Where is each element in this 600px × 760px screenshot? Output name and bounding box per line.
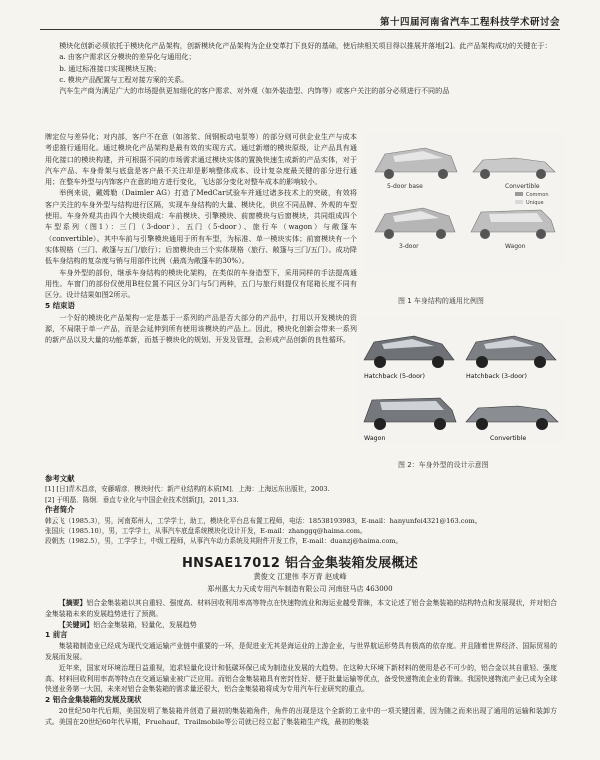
paragraph: 20世纪50年代后期，美国发明了集装箱并创造了最初的集装箱角件，角件的出现是这个全新的工业中的一项关键因素，因为随之而来出现了通用的运输和装卸方式。美国在20世纪60年代早期，Fruehauf、Trailmobile等公司就已经立起了集装箱生产线，最初的集装: [45, 706, 557, 726]
author-item: 韩云飞（1985.3），男，河南郑州人，工学学士，助工，模块化平台总布置工程师，电话：18538193983，E-mail：hanyunfei4321@163.com。: [45, 516, 482, 525]
paragraph: 近年来，国家对环境治理日益重视，追求轻量化设计和低碳环保已成为制造业发展的大趋势。在这种大环境下新材料的使用是必不可少的，铝合金以其自重轻、强度高、材料回收利用率高等特点在交通运输业被广泛应用。而铝合金集装箱具有密封性好、便于批量运输等优点，备受快递物流企业的青睐。我国快递物流产业已成为全球快递业务第一大国，未来对铝合金集装箱的需求量还很大，铝合金集装箱将成为专用汽车行业研究的重点。: [45, 663, 557, 694]
legend-unique: Unique: [526, 200, 544, 206]
list-item: c. 模块产品配置与工程对接方案的关系。: [59, 74, 189, 84]
abstract: [45, 598, 557, 620]
list-item: a. 由客户需求区分模块的差异化与通用化；: [59, 52, 196, 62]
figure1-caption: 图 1 车身结构的通用比例图: [398, 297, 484, 305]
legend-common: Common: [526, 192, 549, 198]
figure2-caption: 图 2：车身外型的设计示意图: [398, 461, 489, 469]
reference-item: [2] 于明磊．陈炯．垂直专业化与中国企业技术创新[J]，2011,33.: [45, 495, 239, 504]
figure1-image: [365, 132, 565, 270]
references-heading: 参考文献: [45, 474, 75, 483]
legend-swatch-common: [515, 192, 523, 196]
figure2-label: Hatchback (5-door): [364, 373, 425, 380]
bar-label: 3-door: [399, 243, 419, 250]
section-heading: 5 结束语: [45, 301, 75, 311]
abstract-label: 【摘要】: [58, 599, 87, 607]
paragraph: 集装箱制造业已经成为现代交通运输产业链中重要的一环，是促进业无其是海运业的上游企业，与世界航运形势具有极高的依存度。并且随着世界经济、国际贸易的发展而发展。: [45, 642, 557, 661]
keywords: [45, 620, 557, 631]
abstract-text: 铝合金集装箱以其自重轻、强度高、材料回收利用率高等特点在快速物流业和海运业越受青睐，本文论述了铝合金集装箱的结构特点和发展现状，并对铝合金集装箱未来的发展趋势进行了预测。: [45, 599, 558, 618]
keywords-label: 【关键词】: [58, 620, 94, 629]
paragraph: 一个好的模块化产品架构一定是基于一系列的产品是否大部分的产品中，打用以开发模块的资源，不局限于单一产品，而是会延伸到所有使用该模块的产品上。因此，模块化创新会带来一系列的新产品以及大量的功能革新，而基于模块化的规划、开发及管理，会形成产品创新的良性循环。: [45, 312, 357, 345]
figure2-image: [358, 316, 566, 444]
article2-affiliation: 郑州惠太力天成专用汽车制造有限公司 河南驻马店 463000: [207, 585, 393, 593]
article2-title: HNSAE17012 铝合金集装箱发展概述: [181, 556, 419, 571]
paragraph: 举例来说，戴姆勒（Daimler AG）打造了MedCar试验车并通过诸多技术上的突破，有效将客户关注的车身外型与结构进行区隔，实现车身结构的大量、模块化，供应不同品牌、外观的车型使用。车身外观共由四个大模块组成：车前模块、引擎模块、前窗模块与后窗模块，共同组成四个车型系列（图1）：三门（3-door）、五门（5-door）、旅行车（wagon）与敞篷车（convertible）。其中车前与引擎模块通用于所有车型，为标准、单一模块实体；前窗模块有一个实体规格（三门、敞篷与五门/旅行）；后窗模块由三个实体规格（旅行、敞篷与三门/五门）。成功降低车身结构的复杂度与销与用部件比例（最高为敞篷车的30%）。: [45, 188, 357, 266]
figure2-label: Hatchback (3-door): [466, 373, 527, 380]
paragraph: 汽车生产商为满足广大的市场提供更加细化的客户需求、对外观（如外装造型、内饰等）或客户关注的部分必须进行不同的品: [59, 86, 450, 96]
paragraph: 模块化创新必须依托于模块化产品架构，创新模块化产品架构为企业变革打下良好的基础，使后续相关项目得以推展并落地[2]。此产品架构成功的关键在于：: [59, 41, 552, 50]
author-intro-heading: 作者简介: [45, 505, 75, 515]
left-column: [45, 131, 357, 346]
running-header: 第十四届河南省汽车工程科技学术研讨会: [379, 17, 560, 28]
reference-item: [1] [日]青木昌彦，安藤晴彦．模块时代：新产业结构的本质[M]．上海：上海远东出版社，2003.: [45, 485, 330, 494]
paragraph: 牌定位与差异化；对内部，客户不在意（如溶浆、间钢板动电泵等）的部分则可供企业生产与成本考虑推行通用化。通过模块化产品架构是最有效的实现方式。通过新增的模块原级，让产品具有通用化接口的模块构建，并可根据不同的市场需求通过模块实体的置换快速生成新的产品实体，对于汽车产品、车身骨架与底盘是客户最不关注却是影响整体成本、设计复杂度最关键的部分进行通用；在整车外型与内饰客户在意的地方进行变化，飞达部分变化对整车成本的影响较小。: [45, 132, 357, 187]
legend-swatch-unique: [515, 200, 523, 204]
figure2-label: Wagon: [364, 435, 386, 442]
bar-label: 5-door base: [387, 183, 423, 190]
figure2-label: Convertible: [490, 435, 527, 442]
author-item: 张国庆（1985.10），男，工学学士，从事汽车底盘系统模块化设计开发，E-mail：zhanggq@haima.com。: [45, 527, 367, 536]
paragraph: 车身外型的部份，继承车身结构的模块化架构，在类似的车身造型下，采用同样的手法提高通用性。车窗门的部份仅使用B柱位置不同区分3门与5门两种，五门与旅行则提仅有尾箱长度不同有区分。设计结果如图2所示。: [45, 267, 357, 300]
section-heading: 2 铝合金集装箱的发展及现状: [45, 695, 142, 705]
article2-body: [45, 598, 557, 728]
article2-authors: 黄俊文 江建伟 李万青 赵成峰: [253, 572, 347, 581]
bar-label: Wagon: [505, 243, 526, 250]
keywords-text: 铝合金集装箱，轻量化，发展趋势: [93, 620, 197, 629]
author-item: 段朝杰（1982.5），男，工学学士，中级工程师，从事汽车动力系统及其附件开发工作，E-mail：duanzj@haima.com。: [45, 537, 403, 546]
references-block: [45, 474, 557, 547]
bar-label: Convertible: [505, 183, 540, 190]
header-rule: [40, 29, 560, 30]
section-heading: 1 前言: [45, 630, 68, 640]
intro-block: [45, 40, 557, 96]
list-item: b. 通过标准接口实现模块互换；: [59, 63, 161, 73]
